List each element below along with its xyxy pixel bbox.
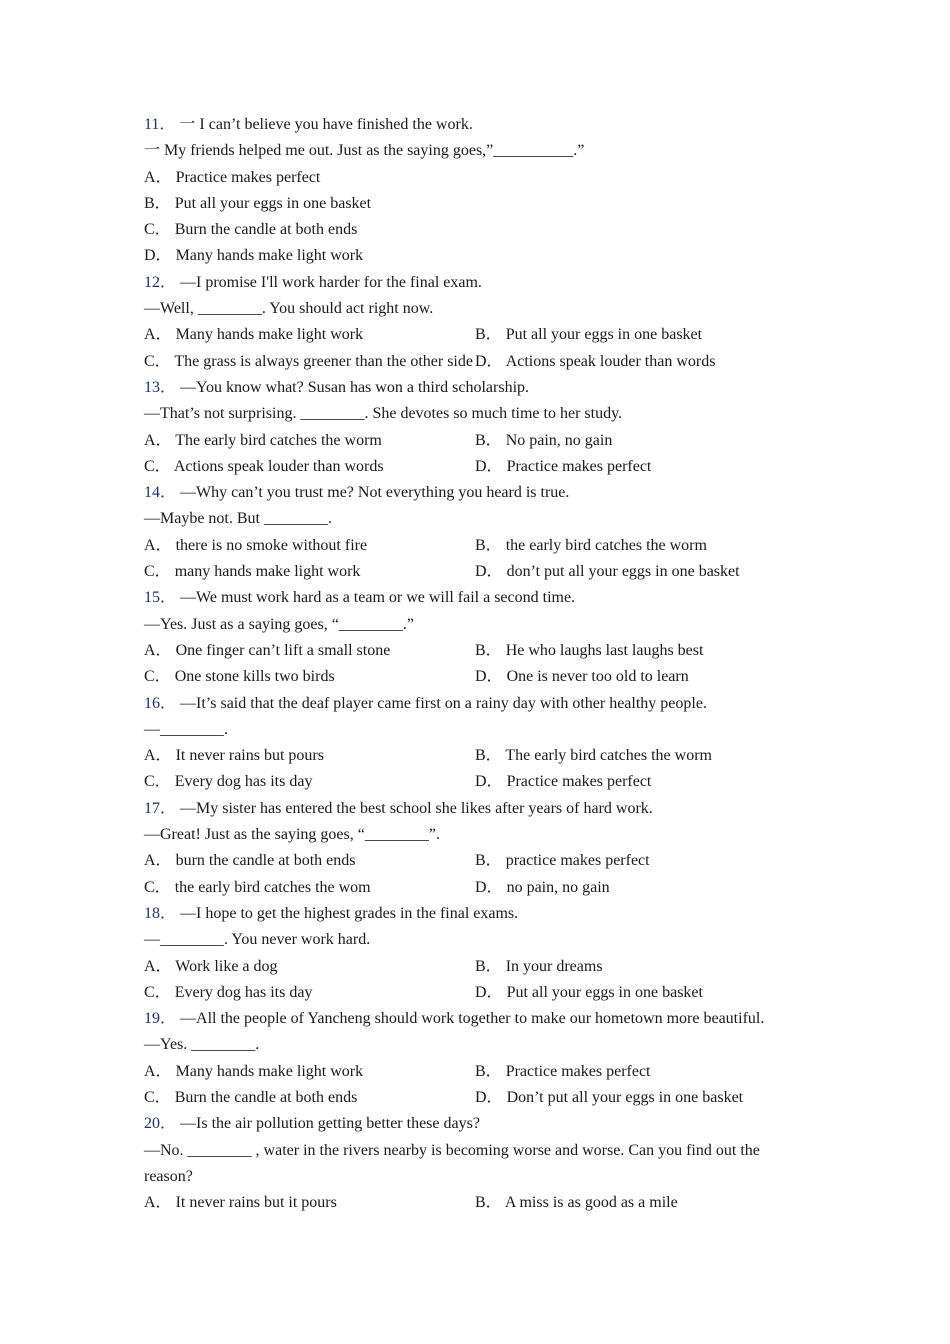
option-b — [475, 322, 702, 348]
question-reply: —________. — [144, 720, 228, 738]
option-letter: C． — [144, 563, 171, 581]
option-row — [144, 954, 804, 980]
option-letter: A． — [144, 1194, 172, 1212]
question-number: 16． — [144, 694, 177, 712]
option-text: Actions speak louder than words — [173, 457, 384, 475]
question-number: 20． — [144, 1115, 177, 1133]
question-stem — [144, 1111, 804, 1137]
option-c — [144, 349, 475, 375]
option-text: Don’t put all your eggs in one basket — [506, 1088, 744, 1106]
option-b — [475, 743, 712, 769]
option-letter: C． — [144, 668, 171, 686]
option-b — [475, 848, 650, 874]
option-b — [144, 195, 371, 212]
option-d — [475, 769, 651, 795]
option-text: He who laughs last laughs best — [505, 641, 704, 659]
stem-text: —I promise I'll work harder for the final exam. — [180, 273, 482, 291]
question-15 — [144, 585, 804, 690]
stem-text: —My sister has entered the best school she likes after years of hard work. — [180, 799, 653, 817]
option-text: Every dog has its day — [174, 983, 313, 1001]
option-a — [144, 638, 475, 664]
option-text: No pain, no gain — [505, 431, 613, 449]
option-text: Work like a dog — [175, 957, 278, 975]
option-text: Put all your eggs in one basket — [505, 326, 703, 344]
option-text: Many hands make light work — [175, 247, 364, 265]
question-19 — [144, 1006, 804, 1111]
question-stem — [144, 691, 804, 717]
option-a — [144, 428, 475, 454]
option-row — [144, 769, 804, 795]
option-row — [144, 980, 804, 1006]
option-letter: A． — [144, 747, 172, 765]
stem-text: —Why can’t you trust me? Not everything you heard is true. — [180, 484, 570, 502]
option-letter: B． — [475, 536, 502, 554]
option-c — [144, 769, 475, 795]
option-letter: D． — [475, 878, 503, 896]
option-row — [144, 743, 804, 769]
option-text: Practice makes perfect — [175, 168, 321, 186]
option-letter: D． — [475, 457, 503, 475]
option-a — [144, 848, 475, 874]
option-row — [144, 191, 804, 217]
option-letter: D． — [475, 773, 503, 791]
option-b — [475, 1059, 651, 1085]
option-letter: D． — [475, 668, 503, 686]
option-a — [144, 743, 475, 769]
option-letter: B． — [475, 1194, 502, 1212]
question-number: 17． — [144, 799, 177, 817]
option-b — [475, 638, 703, 664]
stem-text: —All the people of Yancheng should work together to make our hometown more beautiful. — [180, 1010, 765, 1028]
option-row — [144, 454, 804, 480]
option-row — [144, 428, 804, 454]
stem-text: —We must work hard as a team or we will fail a second time. — [180, 589, 576, 607]
option-text: One stone kills two birds — [174, 668, 335, 686]
option-c — [144, 875, 475, 901]
option-text: practice makes perfect — [505, 852, 650, 870]
option-text: The early bird catches the worm — [175, 431, 382, 449]
option-letter: C． — [144, 878, 171, 896]
question-reply: —Well, ________. You should act right now. — [144, 300, 434, 318]
option-row — [144, 848, 804, 874]
option-row — [144, 322, 804, 348]
question-reply: 一 My friends helped me out. Just as the saying goes,”__________.” — [144, 142, 585, 160]
option-row — [144, 165, 804, 191]
option-text: One finger can’t lift a small stone — [175, 641, 391, 659]
option-text: the early bird catches the worm — [505, 536, 707, 554]
option-text: It never rains but it pours — [175, 1194, 337, 1212]
option-b — [475, 954, 603, 980]
option-row — [144, 1190, 804, 1216]
option-text: The grass is always greener than the other side — [174, 352, 473, 370]
question-reply: —Maybe not. But ________. — [144, 510, 332, 528]
option-letter: C． — [144, 352, 171, 370]
option-text: no pain, no gain — [506, 878, 610, 896]
question-stem — [144, 480, 804, 506]
stem-text: —You know what? Susan has won a third scholarship. — [180, 378, 530, 396]
option-letter: B． — [475, 957, 502, 975]
option-text: The early bird catches the worm — [505, 747, 712, 765]
option-c — [144, 221, 357, 238]
question-number: 13． — [144, 378, 177, 396]
option-text: the early bird catches the wom — [174, 878, 371, 896]
option-text: Actions speak louder than words — [505, 352, 716, 370]
option-text: many hands make light work — [174, 563, 361, 581]
option-b — [475, 533, 707, 559]
question-13 — [144, 375, 804, 480]
option-text: It never rains but pours — [175, 747, 324, 765]
option-a — [144, 322, 475, 348]
option-letter: A． — [144, 852, 172, 870]
question-document — [144, 112, 804, 1216]
option-text: burn the candle at both ends — [175, 852, 356, 870]
option-letter: C． — [144, 773, 171, 791]
option-letter: B． — [475, 852, 502, 870]
option-letter: A． — [144, 641, 172, 659]
option-b — [475, 1190, 678, 1216]
option-letter: C． — [144, 457, 171, 475]
option-letter: B． — [475, 1062, 502, 1080]
option-text: Practice makes perfect — [505, 1062, 651, 1080]
question-12 — [144, 270, 804, 375]
option-row — [144, 559, 804, 585]
option-letter: B． — [475, 431, 502, 449]
option-letter: C． — [144, 983, 171, 1001]
option-b — [475, 428, 612, 454]
question-reply: —Yes. Just as a saying goes, “________.” — [144, 615, 414, 633]
option-a — [144, 169, 320, 186]
question-number: 15． — [144, 589, 177, 607]
question-reply: —________. You never work hard. — [144, 931, 371, 949]
option-letter: D． — [144, 247, 172, 265]
stem-text: 一 I can’t believe you have finished the work. — [179, 116, 473, 133]
option-text: Put all your eggs in one basket — [174, 194, 372, 212]
stem-text: —Is the air pollution getting better these days? — [180, 1115, 480, 1133]
option-letter: D． — [475, 352, 503, 370]
option-d — [475, 1085, 743, 1111]
option-row — [144, 1085, 804, 1111]
option-letter: A． — [144, 957, 172, 975]
option-d — [475, 875, 610, 901]
option-row — [144, 638, 804, 664]
question-11 — [144, 112, 804, 270]
question-stem — [144, 796, 804, 822]
option-row — [144, 875, 804, 901]
question-number: 11． — [144, 116, 176, 133]
option-text: Many hands make light work — [175, 1062, 364, 1080]
question-18 — [144, 901, 804, 1006]
option-d — [475, 454, 651, 480]
question-reply: —Yes. ________. — [144, 1036, 260, 1054]
question-reply: —That’s not surprising. ________. She devotes so much time to her study. — [144, 405, 623, 423]
question-16 — [144, 691, 804, 796]
question-stem — [144, 1006, 804, 1032]
option-text: One is never too old to learn — [506, 668, 689, 686]
option-d — [475, 559, 740, 585]
option-letter: C． — [144, 221, 171, 239]
question-stem — [144, 901, 804, 927]
option-a — [144, 1190, 475, 1216]
option-text: A miss is as good as a mile — [504, 1194, 678, 1212]
question-stem — [144, 270, 804, 296]
option-text: Burn the candle at both ends — [174, 221, 358, 239]
option-letter: B． — [475, 641, 502, 659]
question-20 — [144, 1111, 804, 1216]
option-a — [144, 533, 475, 559]
option-row — [144, 1059, 804, 1085]
question-number: 19． — [144, 1010, 177, 1028]
option-text: Many hands make light work — [175, 326, 364, 344]
option-text: don’t put all your eggs in one basket — [506, 563, 740, 581]
question-stem — [144, 112, 804, 138]
option-c — [144, 559, 475, 585]
option-d — [475, 664, 689, 690]
option-row — [144, 533, 804, 559]
question-number: 18． — [144, 904, 177, 922]
question-number: 12． — [144, 273, 177, 291]
option-text: Practice makes perfect — [506, 773, 652, 791]
option-text: Burn the candle at both ends — [174, 1088, 358, 1106]
option-letter: A． — [144, 536, 172, 554]
question-number: 14． — [144, 484, 177, 502]
option-letter: B． — [475, 326, 502, 344]
option-letter: A． — [144, 168, 172, 186]
option-text: In your dreams — [505, 957, 603, 975]
option-d — [475, 980, 703, 1006]
option-c — [144, 664, 475, 690]
option-row — [144, 243, 804, 269]
option-letter: B． — [144, 194, 171, 212]
option-c — [144, 980, 475, 1006]
option-c — [144, 454, 475, 480]
option-letter: A． — [144, 1062, 172, 1080]
stem-text: —It’s said that the deaf player came first on a rainy day with other healthy people. — [180, 694, 707, 712]
question-reply: —Great! Just as the saying goes, “________”. — [144, 826, 440, 844]
option-letter: D． — [475, 1088, 503, 1106]
option-text: Practice makes perfect — [506, 457, 652, 475]
option-row — [144, 217, 804, 243]
option-text: there is no smoke without fire — [175, 536, 368, 554]
option-letter: A． — [144, 326, 172, 344]
option-letter: B． — [475, 747, 502, 765]
question-stem — [144, 585, 804, 611]
stem-text: —I hope to get the highest grades in the final exams. — [180, 904, 519, 922]
question-reply: —No. ________ , water in the rivers nearby is becoming worse and worse. Can you find out the reason? — [144, 1141, 760, 1185]
option-letter: A． — [144, 431, 172, 449]
question-stem — [144, 375, 804, 401]
option-row — [144, 664, 804, 690]
option-a — [144, 1059, 475, 1085]
option-letter: D． — [475, 563, 503, 581]
option-row — [144, 349, 804, 375]
option-d — [475, 349, 715, 375]
option-letter: C． — [144, 1088, 171, 1106]
option-letter: D． — [475, 983, 503, 1001]
question-17 — [144, 796, 804, 901]
option-text: Every dog has its day — [174, 773, 313, 791]
option-text: Put all your eggs in one basket — [506, 983, 703, 1001]
option-d — [144, 247, 363, 264]
option-a — [144, 954, 475, 980]
option-c — [144, 1085, 475, 1111]
question-14 — [144, 480, 804, 585]
